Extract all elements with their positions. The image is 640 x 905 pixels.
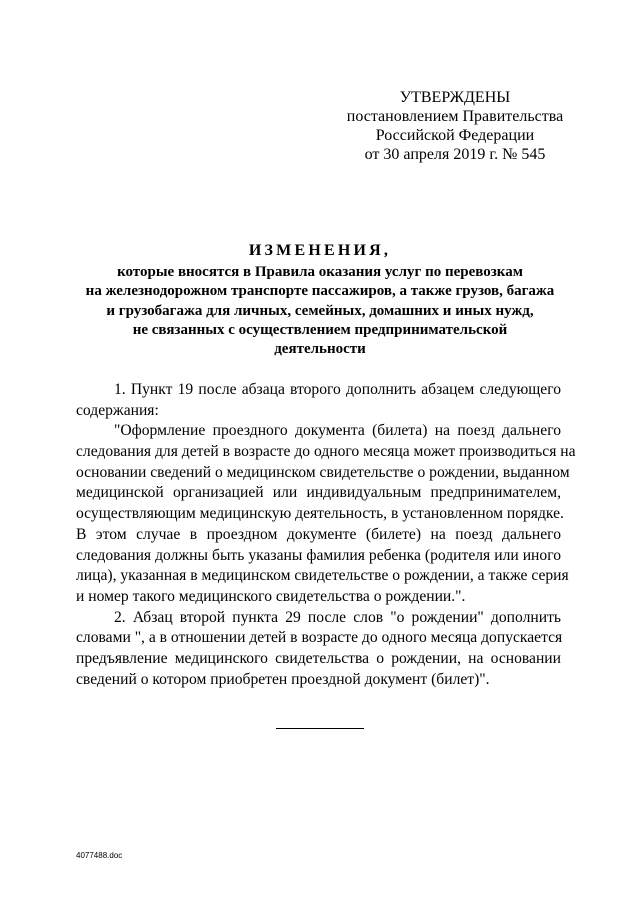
approval-date-number: от 30 апреля 2019 г. № 545 — [364, 146, 546, 163]
subtitle-line: которые вносятся в Правила оказания услуг по перевозкам — [117, 264, 523, 280]
paragraph-2-line: словами ", а в отношении детей в возрасте до одного месяца допускается — [76, 629, 563, 647]
quote-line: "Оформление проездного документа (билета) на поезд дальнего — [114, 422, 561, 440]
quote-line: следования должны быть указаны фамилия ребенка (родителя или иного — [76, 546, 561, 564]
subtitle-line: не связанных с осуществлением предпринимательской — [132, 321, 508, 338]
paragraph-1-line: 1. Пункт 19 после абзаца второго дополнить абзацем следующего — [114, 381, 561, 398]
paragraph-2-line: 2. Абзац второй пункта 29 после слов "о рождении" дополнить — [114, 608, 561, 626]
subtitle-line: и грузобагажа для личных, семейных, домашних и иных нужд, — [106, 302, 534, 319]
paragraph-1-line: содержания: — [76, 401, 159, 419]
document-subtitle — [60, 263, 580, 359]
quote-line: основании сведений о медицинском свидетельстве о рождении, выданном — [76, 463, 570, 481]
subtitle-line: деятельности — [274, 341, 366, 358]
closing-rule — [276, 728, 364, 729]
approval-block — [340, 88, 570, 164]
quote-line: следования для детей в возрасте до одного месяца может производиться на — [76, 443, 576, 461]
subtitle-line: на железнодорожном транспорте пассажиров, а также грузов, багажа — [85, 283, 555, 300]
paragraph-2-line: сведений о котором приобретен проездной документ (билет)". — [76, 670, 490, 688]
file-code: 4077488.doc — [76, 851, 123, 860]
document-title: ИЗМЕНЕНИЯ, — [248, 242, 392, 259]
approval-line: постановлением Правительства — [346, 108, 564, 125]
quote-line: В этом случае в проездном документе (билете) на поезд дальнего — [76, 525, 561, 543]
quote-line: медицинской организацией или индивидуальным предпринимателем, — [76, 484, 561, 502]
document-body — [76, 380, 576, 690]
quote-line: и номер такого медицинского свидетельства о рождении.". — [76, 587, 466, 605]
approval-heading: УТВЕРЖДЕНЫ — [399, 89, 511, 106]
approval-line: Российской Федерации — [375, 127, 535, 144]
paragraph-2-line: предъявление медицинского свидетельства о рождении, на основании — [76, 649, 561, 667]
quote-line: осуществляющим медицинскую деятельность, в установленном порядке. — [76, 505, 564, 523]
quote-line: лица), указанная в медицинском свидетельстве о рождении, а также серия — [76, 567, 569, 585]
